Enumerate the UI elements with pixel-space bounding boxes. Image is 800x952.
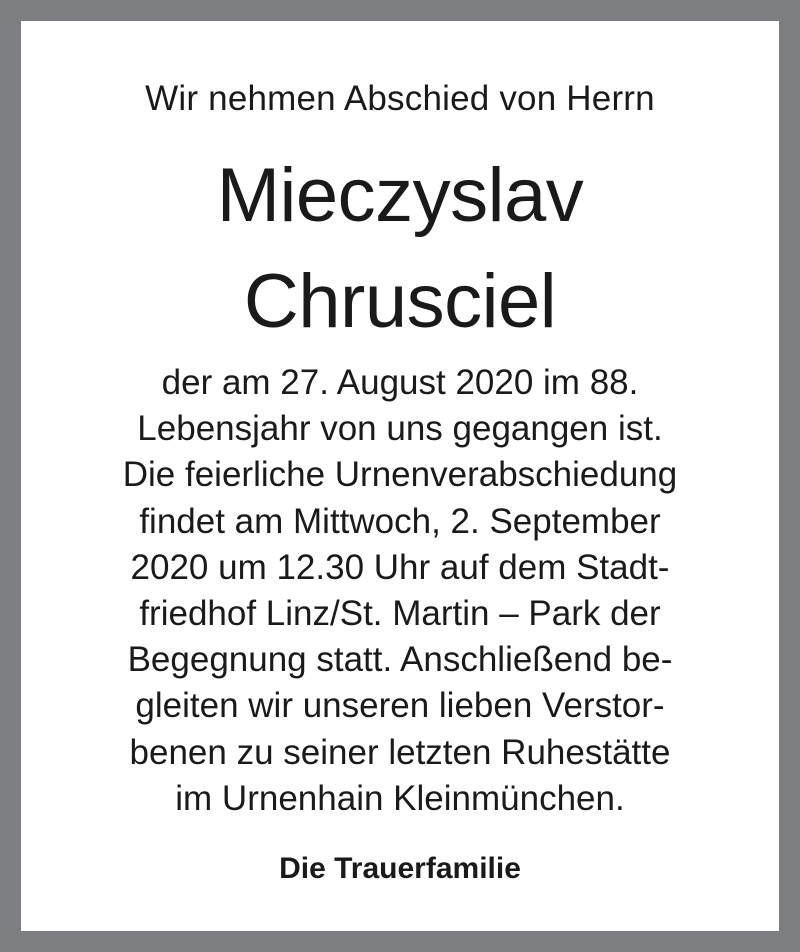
body-line: Die feierliche Urnenverabschiedung bbox=[122, 455, 678, 495]
notice-body-text bbox=[21, 360, 779, 822]
obituary-notice bbox=[21, 21, 779, 931]
body-line: 2020 um 12.30 Uhr auf dem Stadt- bbox=[130, 547, 670, 587]
body-line: im Urnenhain Kleinmünchen. bbox=[175, 778, 625, 818]
body-line: Lebensjahr von uns gegangen ist. bbox=[137, 409, 663, 449]
notice-intro: Wir nehmen Abschied von Herrn bbox=[145, 79, 655, 118]
body-line: der am 27. August 2020 im 88. bbox=[161, 363, 639, 402]
deceased-first-name: Mieczyslav bbox=[216, 153, 584, 238]
deceased-name bbox=[21, 143, 779, 355]
deceased-last-name: Chrusciel bbox=[243, 259, 557, 344]
body-line: benen zu seiner letzten Ruhestätte bbox=[129, 732, 671, 772]
body-line: findet am Mittwoch, 2. September bbox=[139, 501, 661, 541]
body-line: friedhof Linz/St. Martin – Park der bbox=[139, 594, 661, 634]
body-line: Begegnung statt. Anschließend be- bbox=[127, 640, 673, 680]
body-line: gleiten wir unseren lieben Verstor- bbox=[135, 686, 665, 726]
signature-family: Die Trauerfamilie bbox=[279, 852, 521, 885]
